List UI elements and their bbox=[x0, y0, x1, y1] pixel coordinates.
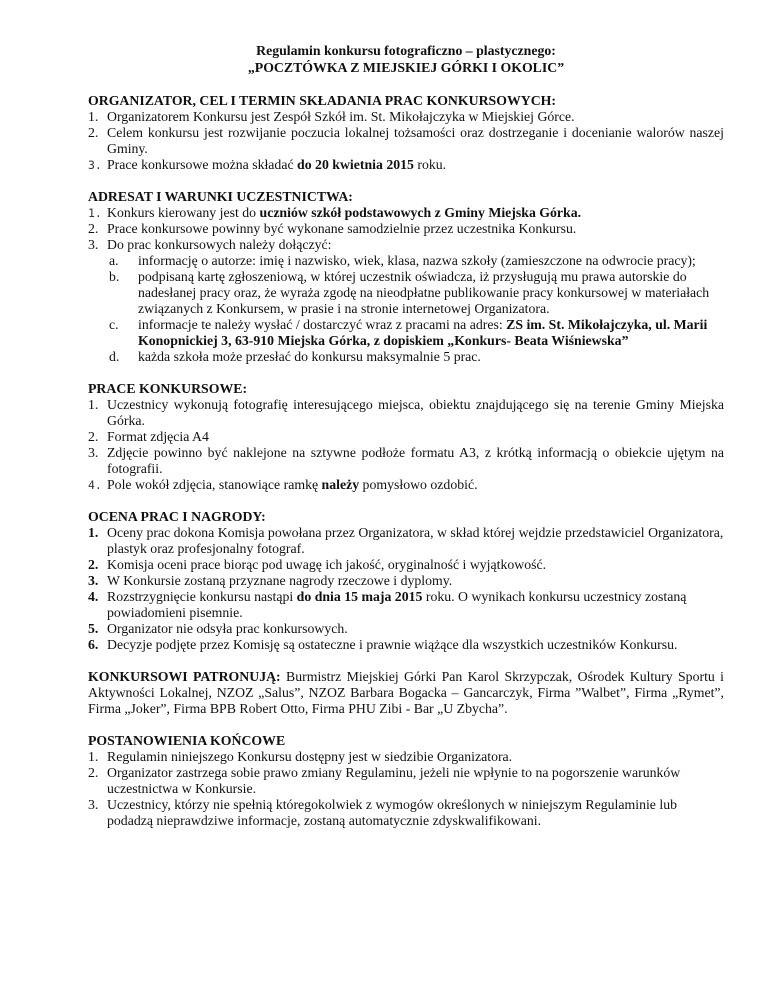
sub-item-text: podpisaną kartę zgłoszeniową, w której uczestnik oświadcza, iż przysługują mu prawa autorskie do nadesłanej pracy oraz, że wyraża zgodę na nieodpłatne publikowanie pracy konkursowej w materiałach związanych z Konkursem, w prasie i na stronie internetowej Organizatora. bbox=[138, 269, 710, 316]
list-item bbox=[88, 237, 724, 253]
section-heading: ORGANIZATOR, CEL I TERMIN SKŁADANIA PRAC KONKURSOWYCH: bbox=[88, 93, 557, 108]
item-number: 5. bbox=[88, 621, 99, 636]
item-number: 1. bbox=[88, 397, 99, 412]
item-text-end: roku. bbox=[413, 157, 447, 172]
list-item bbox=[88, 429, 724, 445]
section-heading: OCENA PRAC I NAGRODY: bbox=[88, 509, 266, 524]
item-number: 2. bbox=[88, 557, 99, 572]
result-date: do dnia 15 maja 2015 bbox=[296, 589, 423, 604]
patrons-text: Burmistrz Miejskiej Górki Pan Karol Skrzypczak, Ośrodek Kultury Sportu i Aktywności Lokalnej, NZOZ „Salus”, NZOZ Barbara Bogacka – Gancarczyk, Firma ”Walbet”, Firma „Rymet”, Firma „Joker”, Firma BPB Robert Otto, Firma PHU Zibi - Bar „U Zbycha”. bbox=[88, 669, 725, 716]
item-text: Komisja oceni prace biorąc pod uwagę ich jakość, oryginalność i wyjątkowość. bbox=[107, 557, 547, 572]
document-title bbox=[88, 42, 724, 76]
item-number: 4. bbox=[88, 478, 102, 492]
item-text: Organizatorem Konkursu jest Zespół Szkół im. St. Mikołajczyka w Miejskiej Górce. bbox=[107, 109, 575, 124]
sub-item-letter: a. bbox=[109, 253, 119, 268]
item-text: Organizator nie odsyła prac konkursowych. bbox=[107, 621, 348, 636]
item-text: Oceny prac dokona Komisja powołana przez Organizatora, w skład której wejdzie przedstawiciel Organizatora, plastyk oraz profesjonalny fotograf. bbox=[107, 525, 724, 556]
item-number: 4. bbox=[88, 589, 99, 604]
list-item bbox=[88, 157, 724, 173]
item-text: Konkurs kierowany jest do bbox=[107, 205, 260, 220]
item-text: Regulamin niniejszego Konkursu dostępny jest w siedzibie Organizatora. bbox=[107, 749, 513, 764]
section-patrons bbox=[88, 669, 724, 717]
section-participants bbox=[88, 189, 724, 365]
item-text: Organizator zastrzega sobie prawo zmiany Regulaminu, jeżeli nie wpłynie to na pogorszenie warunków uczestnictwa w Konkursie. bbox=[107, 765, 681, 796]
list-item bbox=[88, 797, 724, 829]
list-item bbox=[88, 477, 724, 493]
sub-list-item bbox=[88, 253, 724, 269]
sub-item-text: każda szkoła może przesłać do konkursu maksymalnie 5 prac. bbox=[138, 349, 481, 364]
item-number: 2. bbox=[88, 429, 99, 444]
item-number: 2. bbox=[88, 125, 99, 140]
emphasis: należy bbox=[321, 477, 360, 492]
item-number: 3. bbox=[88, 573, 99, 588]
list-item bbox=[88, 397, 724, 429]
item-text: Rozstrzygnięcie konkursu nastąpi bbox=[107, 589, 297, 604]
section-heading: POSTANOWIENIA KOŃCOWE bbox=[88, 733, 286, 748]
item-number: 1. bbox=[88, 206, 102, 220]
item-text: Do prac konkursowych należy dołączyć: bbox=[107, 237, 332, 252]
item-text: Zdjęcie powinno być naklejone na sztywne podłoże formatu A3, z krótką informacją o obiekcie ujętym na fotografii. bbox=[107, 445, 724, 476]
section-heading: PRACE KONKURSOWE: bbox=[88, 381, 248, 396]
section-organizer bbox=[88, 93, 724, 173]
item-text: Uczestnicy wykonują fotografię interesującego miejsca, obiektu znajdującego się na terenie Gminy Miejska Górka. bbox=[107, 397, 724, 428]
item-text-end: pomysłowo ozdobić. bbox=[359, 477, 478, 492]
item-text: W Konkursie zostaną przyznane nagrody rzeczowe i dyplomy. bbox=[107, 573, 453, 588]
sub-item-text: informację o autorze: imię i nazwisko, wiek, klasa, nazwa szkoły (zamieszczone na odwrocie pracy); bbox=[138, 253, 696, 268]
target-group: uczniów szkół podstawowych z Gminy Miejska Górka. bbox=[259, 205, 582, 220]
sub-item-letter: c. bbox=[109, 317, 119, 332]
item-text: Prace konkursowe powinny być wykonane samodzielnie przez uczestnika Konkursu. bbox=[107, 221, 577, 236]
sub-item-text: informacje te należy wysłać / dostarczyć wraz z pracami na adres: bbox=[138, 317, 507, 332]
item-number: 2. bbox=[88, 221, 99, 236]
list-item bbox=[88, 525, 724, 557]
item-number: 1. bbox=[88, 525, 99, 540]
item-number: 3. bbox=[88, 237, 99, 252]
sub-list-item bbox=[88, 317, 724, 349]
item-text: Decyzje podjęte przez Komisję są ostateczne i prawnie wiążące dla wszystkich uczestników Konkursu. bbox=[107, 637, 678, 652]
list-item bbox=[88, 589, 724, 621]
list-item bbox=[88, 125, 724, 157]
list-item bbox=[88, 621, 724, 637]
item-text: Uczestnicy, którzy nie spełnią któregokolwiek z wymogów określonych w niniejszym Regulaminie lub podadzą nieprawdziwe informacje, zostaną automatycznie zdyskwalifikowani. bbox=[107, 797, 678, 828]
item-text-end: roku. O wynikach konkursu uczestnicy zostaną powiadomieni pisemnie. bbox=[107, 589, 687, 620]
item-text: Celem konkursu jest rozwijanie poczucia lokalnej tożsamości oraz dostrzeganie i docenianie walorów naszej Gminy. bbox=[107, 125, 724, 156]
item-number: 3. bbox=[88, 445, 99, 460]
list-item bbox=[88, 637, 724, 653]
item-number: 1. bbox=[88, 109, 99, 124]
deadline-date: do 20 kwietnia 2015 bbox=[297, 157, 414, 172]
mailing-address: ZS im. St. Mikołajczyka, ul. Marii Konopnickiej 3, 63-910 Miejska Górka, z dopiskiem „Konkurs- Beata Wiśniewska” bbox=[138, 317, 708, 348]
title-line-2: „POCZTÓWKA Z MIEJSKIEJ GÓRKI I OKOLIC” bbox=[247, 60, 565, 75]
item-number: 1. bbox=[88, 749, 99, 764]
item-number: 2. bbox=[88, 765, 99, 780]
sub-item-letter: d. bbox=[109, 349, 120, 364]
sub-list-item bbox=[88, 269, 724, 317]
list-item bbox=[88, 109, 724, 125]
item-number: 3. bbox=[88, 158, 102, 172]
section-heading: KONKURSOWI PATRONUJĄ: bbox=[88, 669, 281, 684]
list-item bbox=[88, 765, 724, 797]
section-heading: ADRESAT I WARUNKI UCZESTNICTWA: bbox=[88, 189, 353, 204]
list-item bbox=[88, 557, 724, 573]
section-works bbox=[88, 381, 724, 493]
item-text: Format zdjęcia A4 bbox=[107, 429, 209, 444]
sub-list-item bbox=[88, 349, 724, 365]
list-item bbox=[88, 749, 724, 765]
list-item bbox=[88, 205, 724, 221]
list-item bbox=[88, 221, 724, 237]
section-evaluation bbox=[88, 509, 724, 653]
sub-item-letter: b. bbox=[109, 269, 120, 284]
section-final bbox=[88, 733, 724, 829]
list-item bbox=[88, 445, 724, 477]
item-text: Pole wokół zdjęcia, stanowiące ramkę bbox=[107, 477, 322, 492]
item-number: 3. bbox=[88, 797, 99, 812]
item-number: 6. bbox=[88, 637, 99, 652]
item-text: Prace konkursowe można składać bbox=[107, 157, 298, 172]
list-item bbox=[88, 573, 724, 589]
title-line-1: Regulamin konkursu fotograficzno – plastycznego: bbox=[256, 43, 556, 58]
